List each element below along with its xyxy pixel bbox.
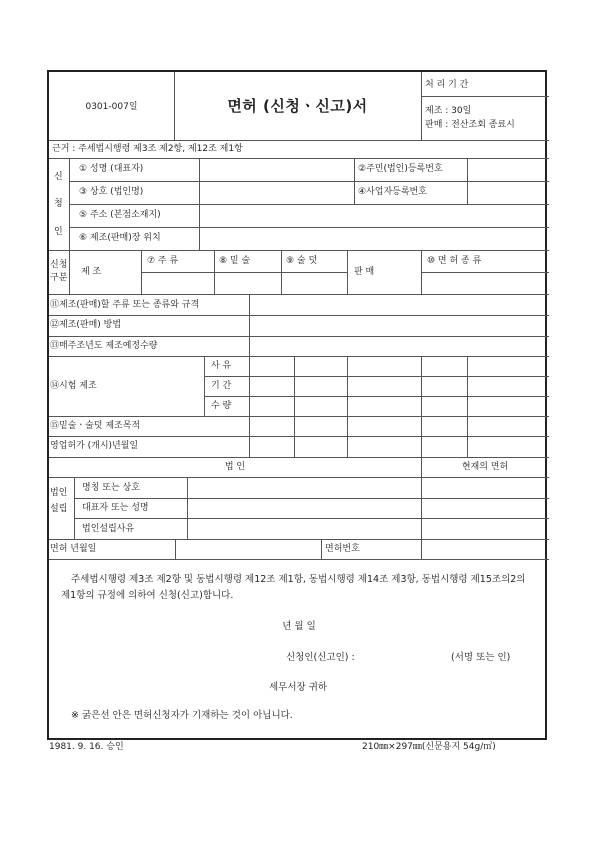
rule: [69, 204, 549, 205]
rule: [175, 539, 176, 559]
rule: [187, 477, 188, 539]
item-15-label: ⑮밑술ㆍ술덧 제조목적: [50, 421, 141, 431]
class-label-1: 신청: [50, 260, 68, 270]
rule: [74, 498, 549, 499]
item-13-label: ⑬매주조년도 제조예정수량: [50, 341, 158, 351]
rule: [69, 227, 549, 228]
applicant-signature-label: 신청인(신고인) :: [286, 652, 355, 663]
applicant-label-1: 신: [54, 172, 63, 182]
rule: [74, 477, 75, 539]
addressee: 세무서장 귀하: [269, 682, 328, 693]
rule: [69, 181, 549, 182]
paper-spec: 210㎜×297㎜(신문용지 54g/㎡): [362, 742, 496, 752]
rule: [49, 477, 549, 478]
rule: [421, 96, 549, 97]
liquor-type-label: ⑦ 주 류: [147, 256, 179, 266]
rule: [49, 294, 549, 295]
business-no-label: ④사업자등록번호: [358, 187, 427, 197]
rule: [74, 518, 549, 519]
rule: [204, 356, 205, 416]
rule: [49, 457, 549, 458]
rule: [347, 356, 348, 416]
signature-note: (서명 또는 인): [451, 652, 511, 663]
date-line: 년 월 일: [282, 621, 316, 632]
manufacture-label: 제 조: [81, 267, 102, 277]
license-no-label: 면허번호: [325, 544, 360, 554]
address-label: ⑤ 주소 (본점소재지): [79, 210, 161, 220]
location-label: ⑥ 제조(판매)장 위치: [79, 233, 161, 243]
rule: [49, 158, 549, 159]
applicant-label-2: 청: [54, 199, 63, 209]
rule: [421, 539, 422, 559]
applicant-label-3: 인: [54, 227, 63, 237]
corp-label-1: 법인: [50, 488, 68, 498]
item-14-label: ⑭시험 제조: [50, 381, 97, 391]
page-title: 면허 (신청ㆍ신고)서: [227, 97, 368, 115]
processing-manufacture: 제조 : 30일: [425, 106, 472, 116]
corp-name-label: 명칭 또는 상호: [82, 483, 140, 493]
corp-reason-label: 법인설립사유: [82, 524, 135, 534]
license-date-label: 면허 년월일: [50, 544, 97, 554]
rule: [49, 250, 549, 251]
rule: [204, 396, 549, 397]
rule: [49, 539, 549, 540]
rule: [49, 436, 549, 437]
malt-label: ⑧ 밑 술: [219, 256, 251, 266]
rule: [421, 272, 549, 273]
rule: [49, 315, 549, 316]
footnote: ※ 굵은선 안은 면허신청자가 기재하는 것이 아닙니다.: [71, 710, 293, 721]
trial-quantity-label: 수 량: [211, 401, 232, 411]
sale-label: 판 매: [354, 267, 375, 277]
processing-period-header: 처 리 기 간: [425, 80, 469, 90]
rule: [69, 250, 70, 294]
trade-name-label: ③ 상호 (법인명): [79, 187, 144, 197]
resident-no-label: ②주민(법인)등록번호: [358, 164, 443, 174]
trial-reason-label: 사 유: [211, 361, 232, 371]
item-11-label: ⑪제조(판매)할 주류 또는 종류와 규격: [50, 300, 200, 310]
rule: [49, 416, 549, 417]
rule: [421, 356, 422, 416]
class-label-2: 구분: [50, 273, 68, 283]
corporation-header: 법 인: [224, 462, 246, 472]
rule: [467, 356, 468, 416]
processing-sale: 판매 : 전산조회 종료시: [425, 120, 515, 130]
rule: [294, 356, 295, 416]
form-code: 0301-007일: [85, 102, 138, 112]
corp-rep-label: 대표자 또는 성명: [82, 503, 149, 513]
trial-period-label: 기 간: [211, 381, 232, 391]
corp-label-2: 설립: [50, 504, 68, 514]
rule: [141, 272, 347, 273]
rule: [249, 294, 250, 356]
rule: [249, 356, 250, 416]
approval-date: 1981. 9. 16. 승인: [49, 742, 124, 752]
legal-basis: 근거 : 주세법시행령 제3조 제2항, 제12조 제1항: [52, 144, 243, 154]
license-application-form: [47, 70, 547, 740]
license-type-label: ⑩ 면 허 종 류: [427, 256, 482, 266]
rule: [347, 250, 348, 294]
item-16-label: 영업허가 (개시)년월일: [50, 441, 139, 451]
rule: [49, 336, 549, 337]
rule: [49, 559, 549, 560]
rule: [204, 376, 549, 377]
rule: [49, 356, 549, 357]
name-label: ① 성명 (대표자): [79, 164, 144, 174]
item-12-label: ⑫제조(판매) 방법: [50, 320, 122, 330]
rule: [421, 72, 422, 140]
current-license-header: 현재의 면허: [461, 462, 509, 472]
declaration-text: 주세법시행령 제3조 제2항 및 동법시행령 제12조 제1항, 동법시행령 제14조 제3항, 동법시행령 제15조의2의 제1항의 규정에 의하여 신청(신고)합니다.: [61, 574, 526, 601]
rule: [321, 539, 322, 559]
koji-label: ⑨ 술 덧: [286, 256, 318, 266]
rule: [49, 140, 549, 141]
